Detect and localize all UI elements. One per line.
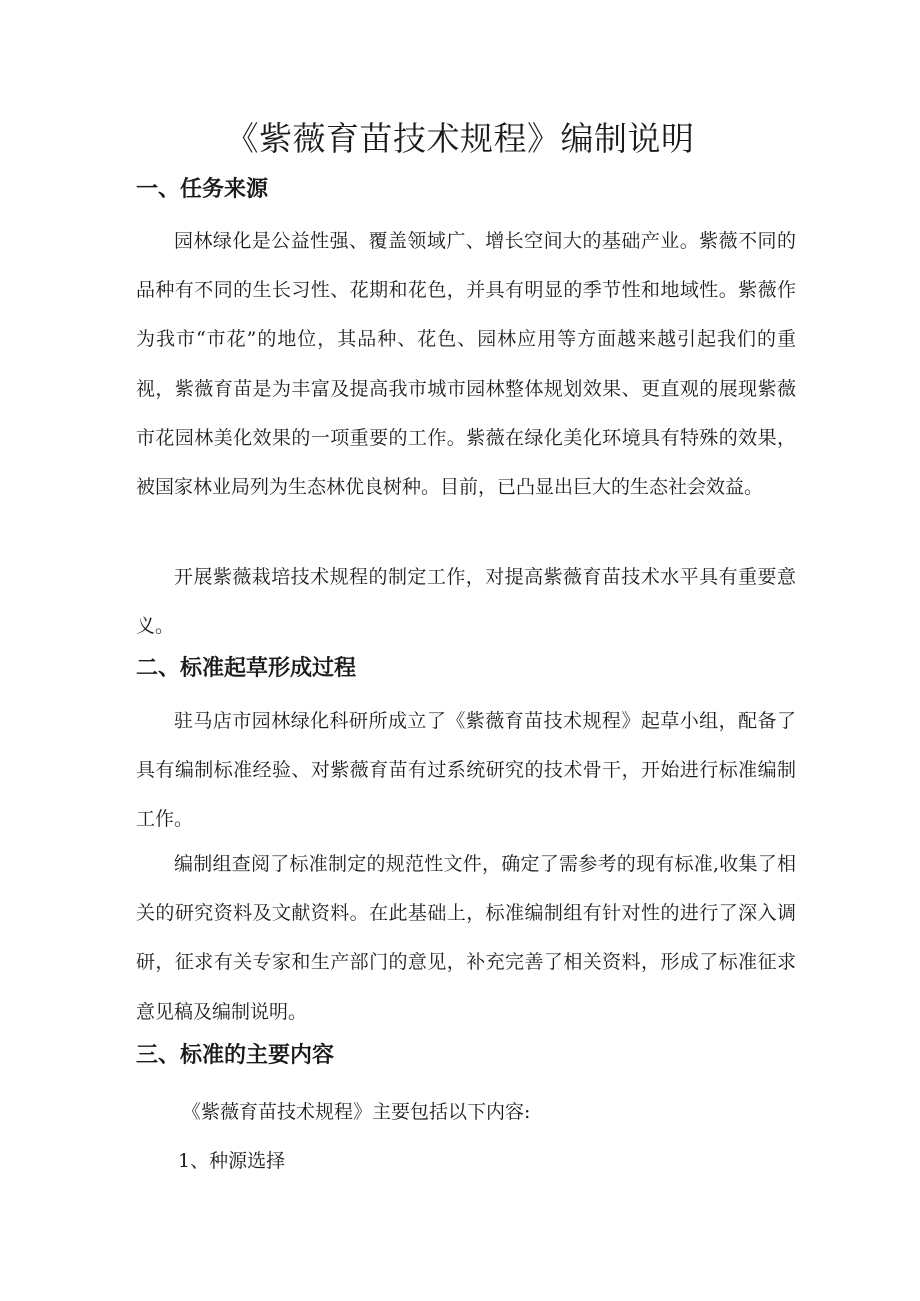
list-intro: 《紫薇育苗技术规程》主要包括以下内容:	[182, 1101, 531, 1123]
paragraph: 驻马店市园林绿化科研所成立了《紫薇育苗技术规程》起草小组，配备了具有编制标准经验、对紫薇育苗有过系统研究的技术骨干，开始进行标准编制工作。	[136, 710, 796, 831]
paragraph: 园林绿化是公益性强、覆盖领域广、增长空间大的基础产业。紫薇不同的品种有不同的生长习性、花期和花色，并具有明显的季节性和地域性。紫薇作为我市“市花”的地位，其品种、花色、园林应用等方面越来越引起我们的重视，紫薇育苗是为丰富及提高我市城市园林整体规划效果、更直观的展现紫薇市花园林美化效果的一项重要的工作。紫薇在绿化美化环境具有特殊的效果，被国家林业局列为生态林优良树种。目前，已凸显出巨大的生态社会效益。	[136, 230, 796, 499]
document-title: 《紫薇育苗技术规程》编制说明	[225, 119, 695, 158]
list-item: 1、种源选择	[178, 1150, 286, 1172]
section-heading-task-source: 一、任务来源	[136, 177, 269, 202]
paragraph: 开展紫薇栽培技术规程的制定工作，对提高紫薇育苗技术水平具有重要意义。	[136, 566, 796, 638]
section-heading-main-content: 三、标准的主要内容	[136, 1043, 335, 1068]
section-heading-drafting-process: 二、标准起草形成过程	[136, 656, 357, 681]
paragraph: 编制组查阅了标准制定的规范性文件，确定了需参考的现有标准,收集了相关的研究资料及文献资料。在此基础上，标准编制组有针对性的进行了深入调研，征求有关专家和生产部门的意见，补充完善了相关资料，形成了标准征求意见稿及编制说明。	[136, 853, 796, 1023]
